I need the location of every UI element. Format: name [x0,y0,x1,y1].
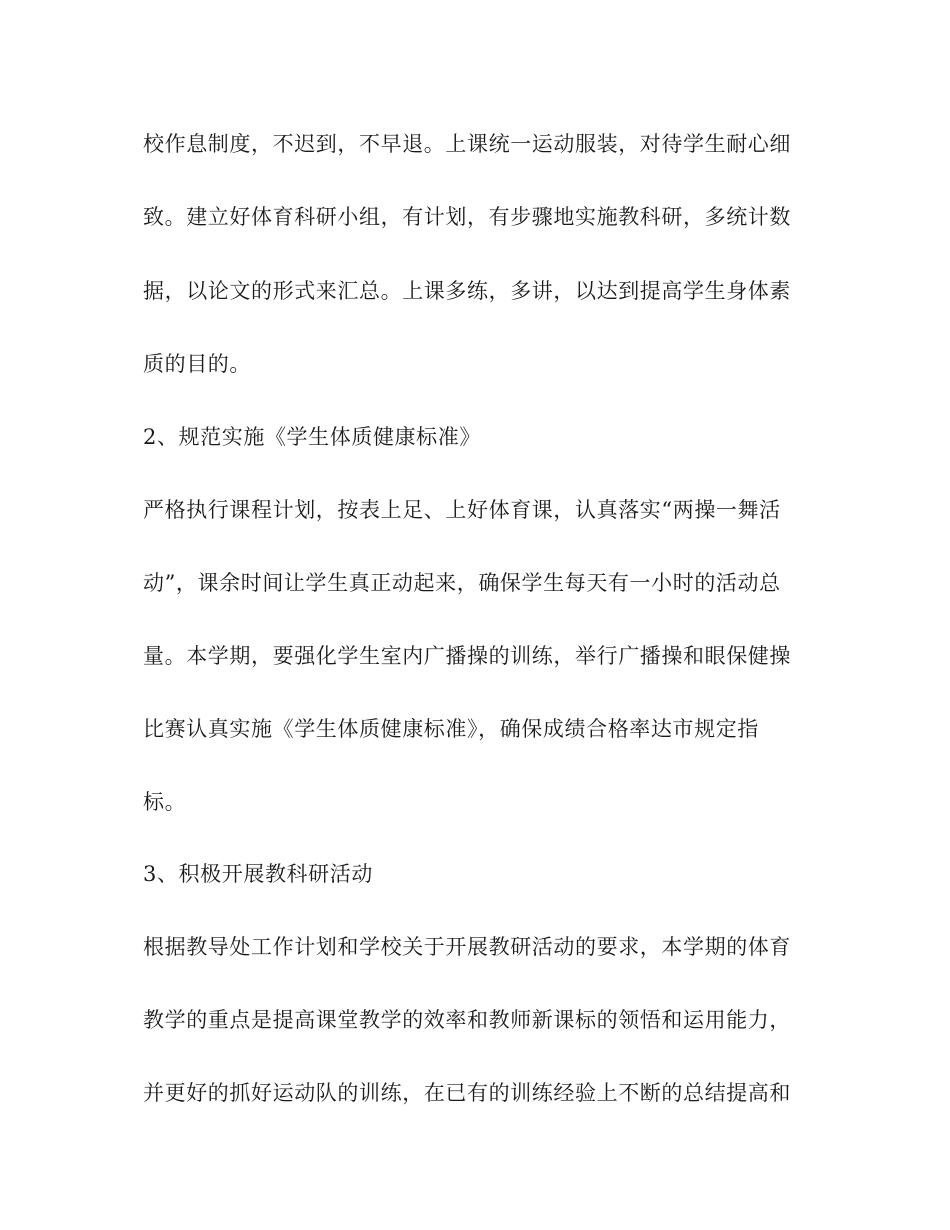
paragraph-line: 严格执行课程计划，按表上足、上好体育课，认真落实“两操一舞活 [143,498,781,522]
paragraph-line: 标。 [143,790,187,814]
section-heading: 3、积极开展教科研活动 [143,862,373,886]
paragraph-line: 质的目的。 [143,352,251,376]
paragraph-line: 动”，课余时间让学生真正动起来，确保学生每天有一小时的活动总 [143,571,781,595]
paragraph-line: 致。建立好体育科研小组，有计划，有步骤地实施教科研，多统计数 [143,205,791,229]
paragraph-line: 量。本学期，要强化学生室内广播操的训练，举行广播操和眼保健操 [143,644,791,668]
paragraph-line: 教学的重点是提高课堂教学的效率和教师新课标的领悟和运用能力， [143,1008,791,1032]
paragraph-line: 据，以论文的形式来汇总。上课多练，多讲，以达到提高学生身体素 [143,279,791,303]
paragraph-line: 比赛认真实施《学生体质健康标准》，确保成绩合格率达市规定指 [143,717,759,741]
paragraph-line: 并更好的抓好运动队的训练，在已有的训练经验上不断的总结提高和 [143,1081,791,1105]
paragraph-line: 校作息制度，不迟到，不早退。上课统一运动服装，对待学生耐心细 [143,132,791,156]
section-heading: 2、规范实施《学生体质健康标准》 [143,425,481,449]
paragraph-line: 根据教导处工作计划和学校关于开展教研活动的要求，本学期的体育 [143,935,791,959]
